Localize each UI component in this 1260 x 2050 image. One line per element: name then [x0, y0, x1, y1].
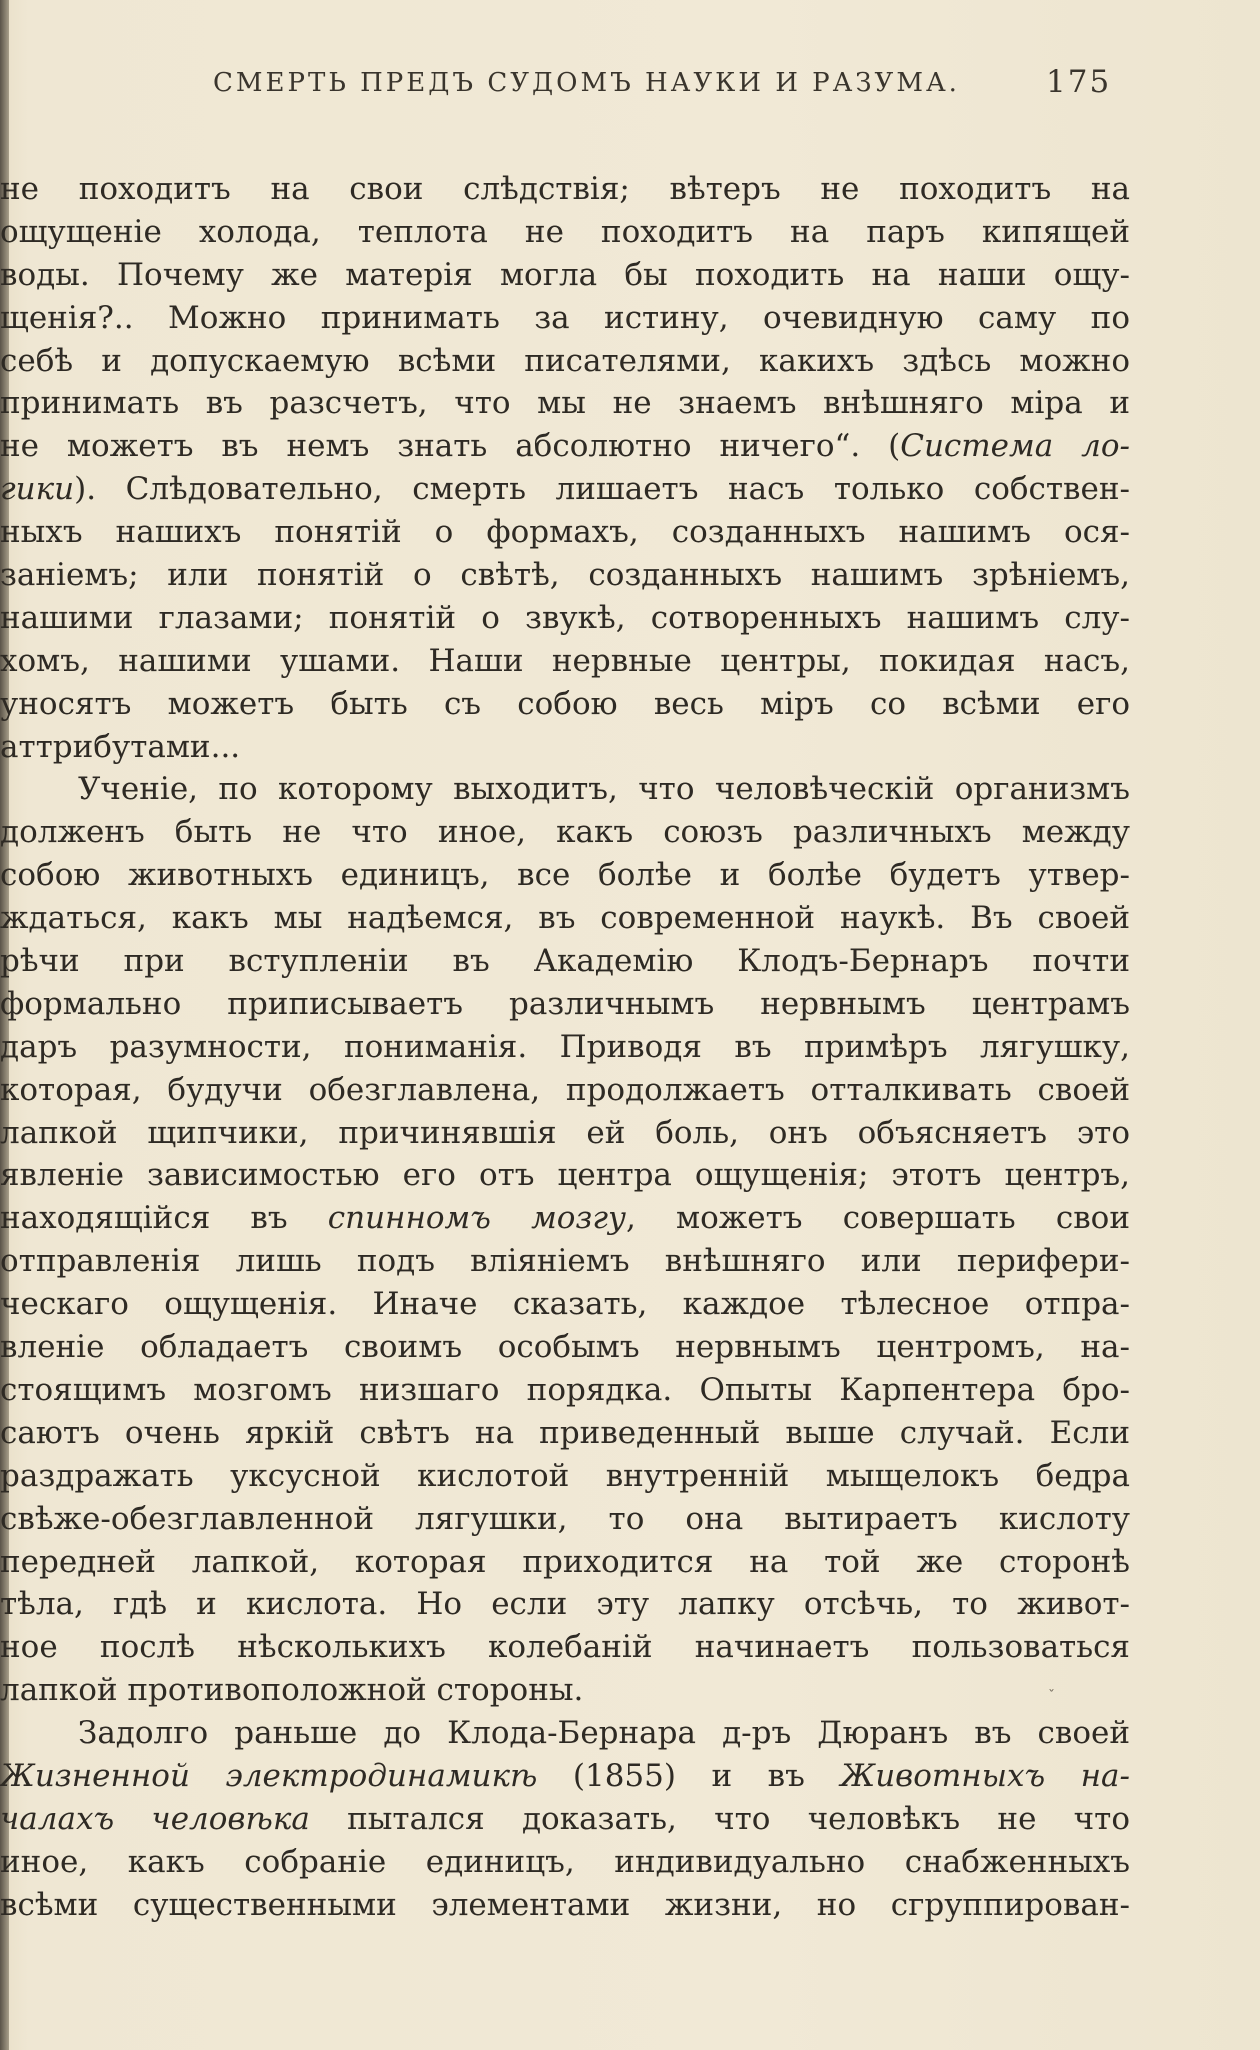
text-line — [0, 854, 1130, 897]
text-line — [0, 425, 1130, 468]
line-text: всѣми существенными элементами жизни, но сгруппирован- — [0, 1886, 1130, 1923]
text-line — [0, 554, 1130, 597]
line-text: нашими глазами; понятій о звукѣ, сотворенныхъ нашимъ слу- — [0, 599, 1130, 636]
running-title: СМЕРТЬ ПРЕДЪ СУДОМЪ НАУКИ И РАЗУМА. — [213, 68, 960, 98]
text-line — [0, 1326, 1130, 1369]
text-line — [0, 1154, 1130, 1197]
text-line — [0, 511, 1130, 554]
line-text: (1855) и въ — [537, 1757, 841, 1794]
text-line — [0, 1541, 1130, 1584]
line-text: находящійся въ — [0, 1200, 328, 1237]
italic-text: Система ло- — [900, 428, 1130, 465]
text-line — [0, 811, 1130, 854]
text-line — [0, 683, 1130, 726]
text-line — [0, 1026, 1130, 1069]
ink-speck: ˇ — [1048, 1688, 1055, 1704]
text-line — [0, 983, 1130, 1026]
italic-text: Жизненной электродинамикѣ — [0, 1757, 538, 1794]
text-line — [0, 1412, 1130, 1455]
italic-text: чалахъ человѣка — [0, 1800, 310, 1837]
text-line — [0, 382, 1130, 425]
page-number: 175 — [1046, 64, 1112, 100]
line-text: формально приписываетъ различнымъ нервнымъ центрамъ — [0, 985, 1130, 1022]
text-line — [0, 297, 1130, 340]
text-line — [0, 1112, 1130, 1155]
text-line — [0, 1583, 1130, 1626]
line-text: тѣла, гдѣ и кислота. Но если эту лапку отсѣчь, то живот- — [0, 1586, 1130, 1623]
line-text: себѣ и допускаемую всѣми писателями, какихъ здѣсь можно — [0, 342, 1130, 379]
text-line — [0, 1626, 1130, 1669]
line-text: Задолго раньше до Клода-Бернара д-ръ Дюранъ въ своей — [78, 1715, 1130, 1752]
text-line — [0, 254, 1130, 297]
text-line — [0, 897, 1130, 940]
text-line — [0, 940, 1130, 983]
italic-text: гики — [0, 471, 75, 508]
line-text: передней лапкой, которая приходится на той же сторонѣ — [0, 1543, 1130, 1580]
text-line — [0, 468, 1130, 511]
line-text: уносятъ можетъ быть съ собою весь міръ со всѣми его — [0, 685, 1130, 722]
line-text: ное послѣ нѣсколькихъ колебаній начинаетъ пользоваться — [0, 1629, 1130, 1666]
italic-text: спинномъ мозгу — [327, 1200, 626, 1237]
text-line — [0, 1240, 1130, 1283]
text-line — [0, 1369, 1130, 1412]
line-text: , можетъ совершать свои — [626, 1200, 1130, 1237]
text-line — [0, 168, 1130, 211]
line-text: ческаго ощущенія. Иначе сказать, каждое тѣлесное отпра- — [0, 1286, 1130, 1323]
text-line — [0, 1841, 1130, 1884]
text-line — [0, 1498, 1130, 1541]
line-text: не можетъ въ немъ знать абсолютно ничего“. ( — [0, 428, 901, 465]
text-line — [0, 1069, 1130, 1112]
line-text: саютъ очень яркій свѣтъ на приведенный выше случай. Если — [0, 1414, 1130, 1451]
line-text: вленіе обладаетъ своимъ особымъ нервнымъ центромъ, на- — [0, 1329, 1130, 1366]
text-line — [0, 211, 1130, 254]
text-line — [0, 726, 1130, 769]
line-text: щенія?.. Можно принимать за истину, очевидную саму по — [0, 299, 1130, 336]
line-text: воды. Почему же матерія могла бы походить на наши ощу- — [0, 256, 1130, 293]
text-line — [0, 1669, 1130, 1712]
line-text: стоящимъ мозгомъ низшаго порядка. Опыты Карпентера бро- — [0, 1371, 1130, 1408]
italic-text: Животныхъ на- — [840, 1757, 1130, 1794]
line-text: явленіе зависимостью его отъ центра ощущенія; этотъ центръ, — [0, 1157, 1130, 1194]
line-text: иное, какъ собраніе единицъ, индивидуально снабженныхъ — [0, 1843, 1130, 1880]
line-text: пытался доказать, что человѣкъ не что — [309, 1800, 1130, 1837]
line-text: хомъ, нашими ушами. Наши нервные центры, покидая насъ, — [0, 642, 1130, 679]
line-text: рѣчи при вступленіи въ Академію Клодъ-Бернаръ почти — [0, 943, 1130, 980]
text-line — [0, 597, 1130, 640]
text-line — [0, 768, 1130, 811]
line-text: аттрибутами... — [0, 728, 241, 765]
text-line — [0, 340, 1130, 383]
line-text: лапкой противоположной стороны. — [0, 1672, 584, 1709]
line-text: долженъ быть не что иное, какъ союзъ различныхъ между — [0, 814, 1130, 851]
line-text: отправленія лишь подъ вліяніемъ внѣшняго или перифери- — [0, 1243, 1130, 1280]
line-text: свѣже-обезглавленной лягушки, то она вытираетъ кислоту — [0, 1500, 1130, 1537]
line-text: ждаться, какъ мы надѣемся, въ современной наукѣ. Въ своей — [0, 900, 1130, 937]
body-text — [0, 168, 1130, 1927]
text-line — [0, 1455, 1130, 1498]
text-line — [0, 1197, 1130, 1240]
line-text: лапкой щипчики, причинявшія ей боль, онъ объясняетъ это — [0, 1114, 1130, 1151]
line-text: заніемъ; или понятій о свѣтѣ, созданныхъ нашимъ зрѣніемъ, — [0, 557, 1130, 594]
line-text: которая, будучи обезглавлена, продолжаетъ отталкивать своей — [0, 1071, 1130, 1108]
text-line — [0, 1283, 1130, 1326]
text-line — [0, 1712, 1130, 1755]
line-text: ощущеніе холода, теплота не походитъ на паръ кипящей — [0, 213, 1130, 250]
page-header — [0, 64, 1260, 118]
line-text: ). Слѣдовательно, смерть лишаетъ насъ только собствен- — [74, 471, 1130, 508]
line-text: собою животныхъ единицъ, все болѣе и болѣе будетъ утвер- — [0, 857, 1130, 894]
text-line — [0, 640, 1130, 683]
line-text: ныхъ нашихъ понятій о формахъ, созданныхъ нашимъ ося- — [0, 514, 1130, 551]
line-text: даръ разумности, пониманія. Приводя въ примѣръ лягушку, — [0, 1028, 1130, 1065]
line-text: Ученіе, по которому выходитъ, что человѣческій организмъ — [78, 771, 1130, 808]
text-line — [0, 1798, 1130, 1841]
text-line — [0, 1884, 1130, 1927]
line-text: раздражать уксусной кислотой внутренній мыщелокъ бедра — [0, 1457, 1130, 1494]
line-text: принимать въ разсчетъ, что мы не знаемъ внѣшняго міра и — [0, 385, 1130, 422]
line-text: не походитъ на свои слѣдствія; вѣтеръ не походитъ на — [0, 171, 1130, 207]
text-line — [0, 1755, 1130, 1798]
